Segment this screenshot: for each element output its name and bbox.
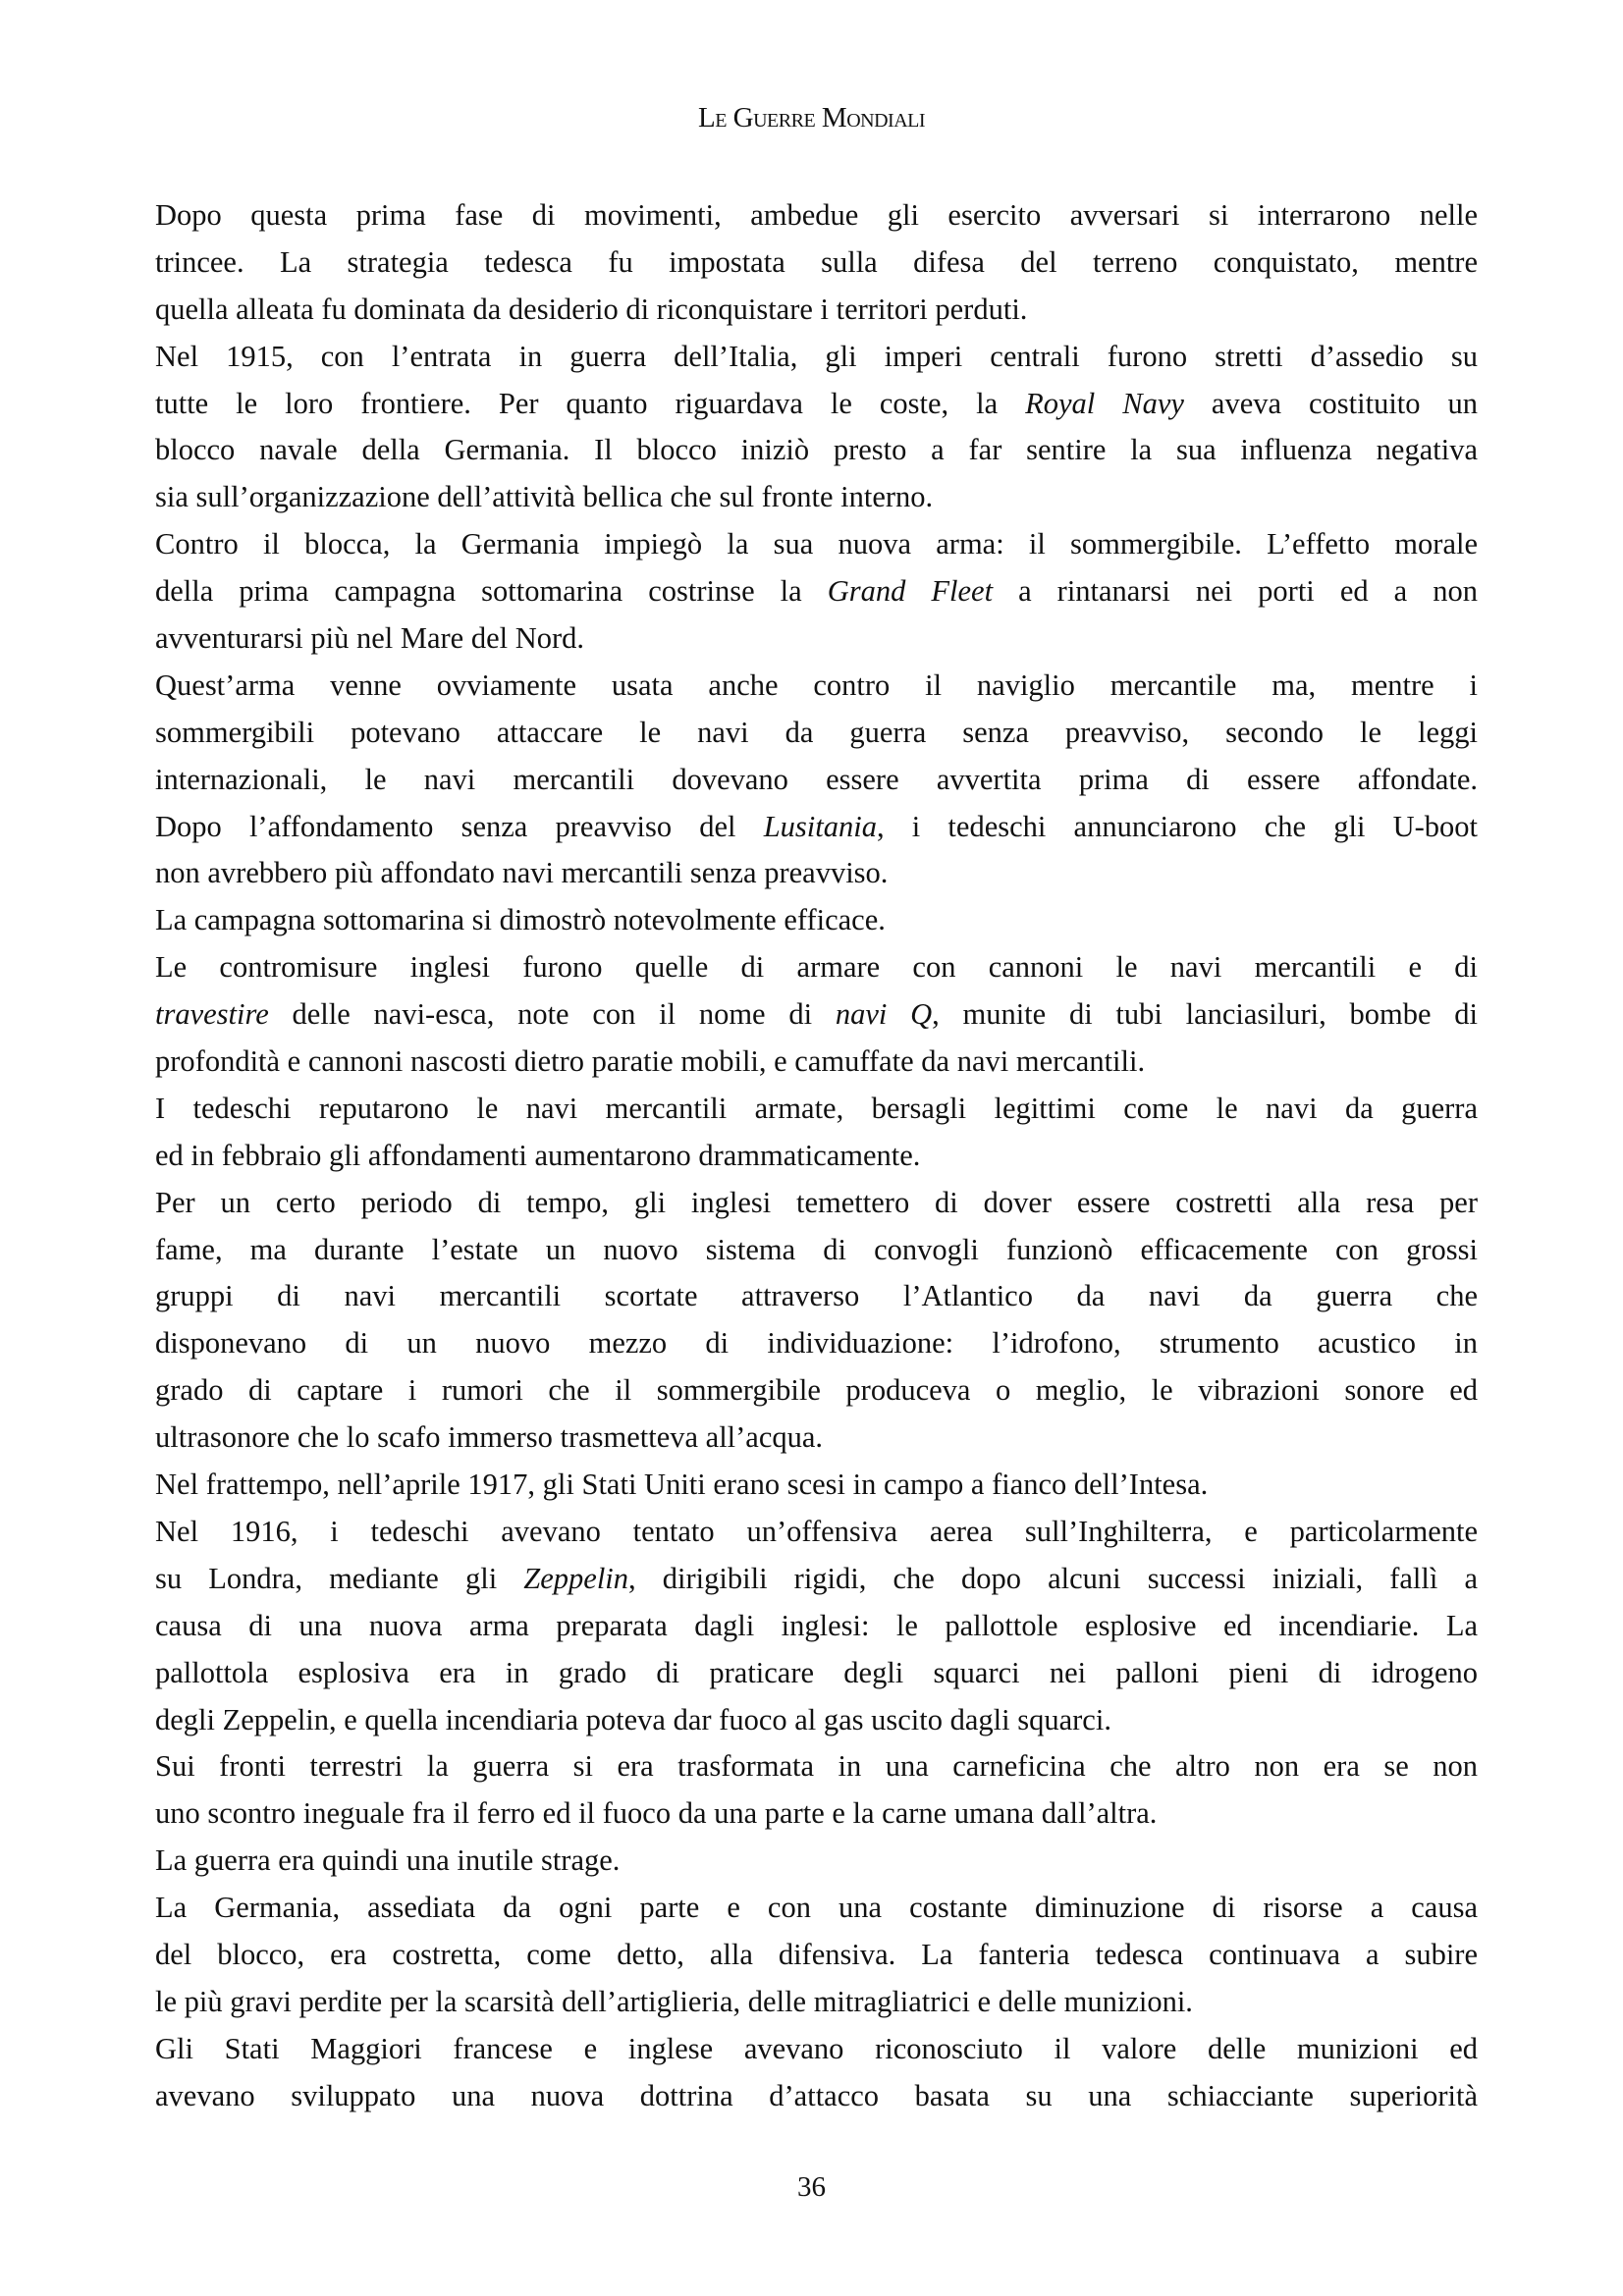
text-segment: del blocco, era costretta, come detto, alla difensiva. La fanteria tedesca continuava a subire — [155, 1937, 1478, 1971]
text-segment: disponevano di un nuovo mezzo di individuazione: l’idrofono, strumento acustico in — [155, 1326, 1478, 1361]
text-line — [155, 1320, 1478, 1367]
text-segment: Nel frattempo, nell’aprile 1917, gli Stati Uniti erano scesi in campo a fianco dell’Intesa. — [155, 1468, 1209, 1502]
text-line — [155, 2073, 1478, 2120]
page-number: 36 — [797, 2171, 826, 2203]
text-line — [155, 1415, 1478, 1462]
italic-text: Lusitania — [763, 809, 877, 843]
text-line — [155, 1462, 1478, 1509]
italic-text: Grand Fleet — [827, 574, 994, 609]
italic-text: Zeppelin — [523, 1561, 629, 1595]
text-segment: internazionali, le navi mercantili dovevano essere avvertita prima di essere affondate. — [155, 762, 1478, 796]
text-segment: Nel 1916, i tedeschi avevano tentato un’offensiva aerea sull’Inghilterra, e particolarmente — [155, 1514, 1478, 1548]
text-segment: causa di una nuova arma preparata dagli inglesi: le pallottole esplosive ed incendiarie. La — [155, 1608, 1478, 1642]
text-line — [155, 1650, 1478, 1697]
text-segment: le più gravi perdite per la scarsità dell’artiglieria, delle mitragliatrici e delle munizioni. — [155, 1984, 1193, 2018]
text-line — [155, 192, 1478, 240]
text-segment: Nel 1915, con l’entrata in guerra dell’Italia, gli imperi centrali furono stretti d’assedio su — [155, 339, 1478, 373]
text-line — [155, 1227, 1478, 1274]
text-line — [155, 1838, 1478, 1885]
text-segment: a rintanarsi nei porti ed a non — [993, 574, 1478, 609]
text-line — [155, 1790, 1478, 1838]
text-line — [155, 757, 1478, 804]
text-segment: ed in febbraio gli affondamenti aumentarono drammaticamente. — [155, 1138, 921, 1172]
text-segment: Per un certo periodo di tempo, gli inglesi temettero di dover essere costretti alla resa per — [155, 1185, 1478, 1219]
text-segment: della prima campagna sottomarina costrinse la — [155, 574, 828, 609]
text-segment: non avrebbero più affondato navi mercantili senza preavviso. — [155, 856, 889, 890]
text-segment: uno scontro ineguale fra il ferro ed il fuoco da una parte e la carne umana dall’altra. — [155, 1796, 1158, 1831]
text-line — [155, 804, 1478, 851]
text-segment: I tedeschi reputarono le navi mercantili armate, bersagli legittimi come le navi da guerra — [155, 1091, 1478, 1125]
body-text — [155, 192, 1478, 2120]
text-line — [155, 1133, 1478, 1180]
text-segment: Le contromisure inglesi furono quelle di armare con cannoni le navi mercantili e di — [155, 950, 1478, 985]
text-segment: quella alleata fu dominata da desiderio di riconquistare i territori perduti. — [155, 292, 1028, 326]
text-line — [155, 1603, 1478, 1650]
text-line — [155, 1180, 1478, 1227]
italic-text: travestire — [155, 997, 269, 1032]
text-line — [155, 710, 1478, 757]
text-segment: Quest’arma venne ovviamente usata anche contro il naviglio mercantile ma, mentre i — [155, 667, 1478, 702]
text-line — [155, 1086, 1478, 1133]
text-line — [155, 240, 1478, 287]
text-segment: Sui fronti terrestri la guerra si era trasformata in una carneficina che altro non era se non — [155, 1749, 1478, 1784]
text-segment: fame, ma durante l’estate un nuovo sistema di convogli funzionò efficacemente con grossi — [155, 1232, 1478, 1266]
text-line — [155, 1556, 1478, 1603]
text-line — [155, 1743, 1478, 1790]
text-segment: blocco navale della Germania. Il blocco iniziò presto a far sentire la sua influenza negativa — [155, 433, 1478, 467]
text-line — [155, 850, 1478, 897]
text-line — [155, 1039, 1478, 1086]
text-segment: su Londra, mediante gli — [155, 1561, 524, 1595]
text-line — [155, 427, 1478, 474]
text-segment: Contro il blocca, la Germania impiegò la sua nuova arma: il sommergibile. L’effetto morale — [155, 527, 1478, 561]
text-line — [155, 1697, 1478, 1744]
text-segment: tutte le loro frontiere. Per quanto riguardava le coste, la — [155, 386, 1026, 420]
text-line — [155, 1273, 1478, 1320]
italic-text: Royal Navy — [1025, 386, 1184, 420]
text-segment: grado di captare i rumori che il sommergibile produceva o meglio, le vibrazioni sonore ed — [155, 1373, 1478, 1408]
text-segment: avventurarsi più nel Mare del Nord. — [155, 621, 585, 656]
text-line — [155, 1932, 1478, 1979]
text-line — [155, 1509, 1478, 1556]
text-line — [155, 1367, 1478, 1415]
text-segment: pallottola esplosiva era in grado di praticare degli squarci nei palloni pieni di idrogeno — [155, 1655, 1478, 1689]
text-line — [155, 568, 1478, 615]
text-line — [155, 2026, 1478, 2073]
text-line — [155, 334, 1478, 381]
text-line — [155, 897, 1478, 944]
text-segment: La Germania, assediata da ogni parte e con una costante diminuzione di risorse a causa — [155, 1891, 1478, 1925]
text-segment: aveva costituito un — [1183, 386, 1479, 420]
text-line — [155, 474, 1478, 521]
text-segment: avevano sviluppato una nuova dottrina d’attacco basata su una schiacciante superiorità — [155, 2078, 1478, 2112]
text-line — [155, 521, 1478, 568]
italic-text: navi Q — [835, 997, 933, 1032]
text-line — [155, 381, 1478, 428]
text-line — [155, 991, 1478, 1039]
text-segment: degli Zeppelin, e quella incendiaria poteva dar fuoco al gas uscito dagli squarci. — [155, 1702, 1111, 1736]
text-segment: delle navi-esca, note con il nome di — [268, 997, 836, 1032]
text-segment: Gli Stati Maggiori francese e inglese avevano riconosciuto il valore delle munizioni ed — [155, 2031, 1478, 2065]
text-line — [155, 1979, 1478, 2026]
text-line — [155, 287, 1478, 334]
text-segment: La guerra era quindi una inutile strage. — [155, 1843, 621, 1878]
text-segment: sia sull’organizzazione dell’attività bellica che sul fronte interno. — [155, 480, 934, 514]
text-segment: Dopo l’affondamento senza preavviso del — [155, 809, 764, 843]
text-segment: sommergibili potevano attaccare le navi da guerra senza preavviso, secondo le leggi — [155, 715, 1478, 749]
text-line — [155, 1885, 1478, 1932]
text-segment: gruppi di navi mercantili scortate attraverso l’Atlantico da navi da guerra che — [155, 1279, 1478, 1313]
text-line — [155, 615, 1478, 663]
text-segment: Dopo questa prima fase di movimenti, ambedue gli esercito avversari si interrarono nelle — [155, 198, 1478, 232]
text-segment: profondità e cannoni nascosti dietro paratie mobili, e camuffate da navi mercantili. — [155, 1044, 1146, 1079]
text-segment: , dirigibili rigidi, che dopo alcuni successi iniziali, fallì a — [628, 1561, 1478, 1595]
text-segment: La campagna sottomarina si dimostrò notevolmente efficace. — [155, 903, 886, 937]
text-line — [155, 663, 1478, 710]
text-segment: ultrasonore che lo scafo immerso trasmetteva all’acqua. — [155, 1420, 824, 1455]
running-header: Le Guerre Mondiali — [697, 102, 926, 133]
text-segment: trincee. La strategia tedesca fu impostata sulla difesa del terreno conquistato, mentre — [155, 244, 1478, 279]
text-segment: , munite di tubi lanciasiluri, bombe di — [932, 997, 1478, 1032]
text-segment: , i tedeschi annunciarono che gli U-boot — [876, 809, 1479, 843]
text-line — [155, 944, 1478, 991]
